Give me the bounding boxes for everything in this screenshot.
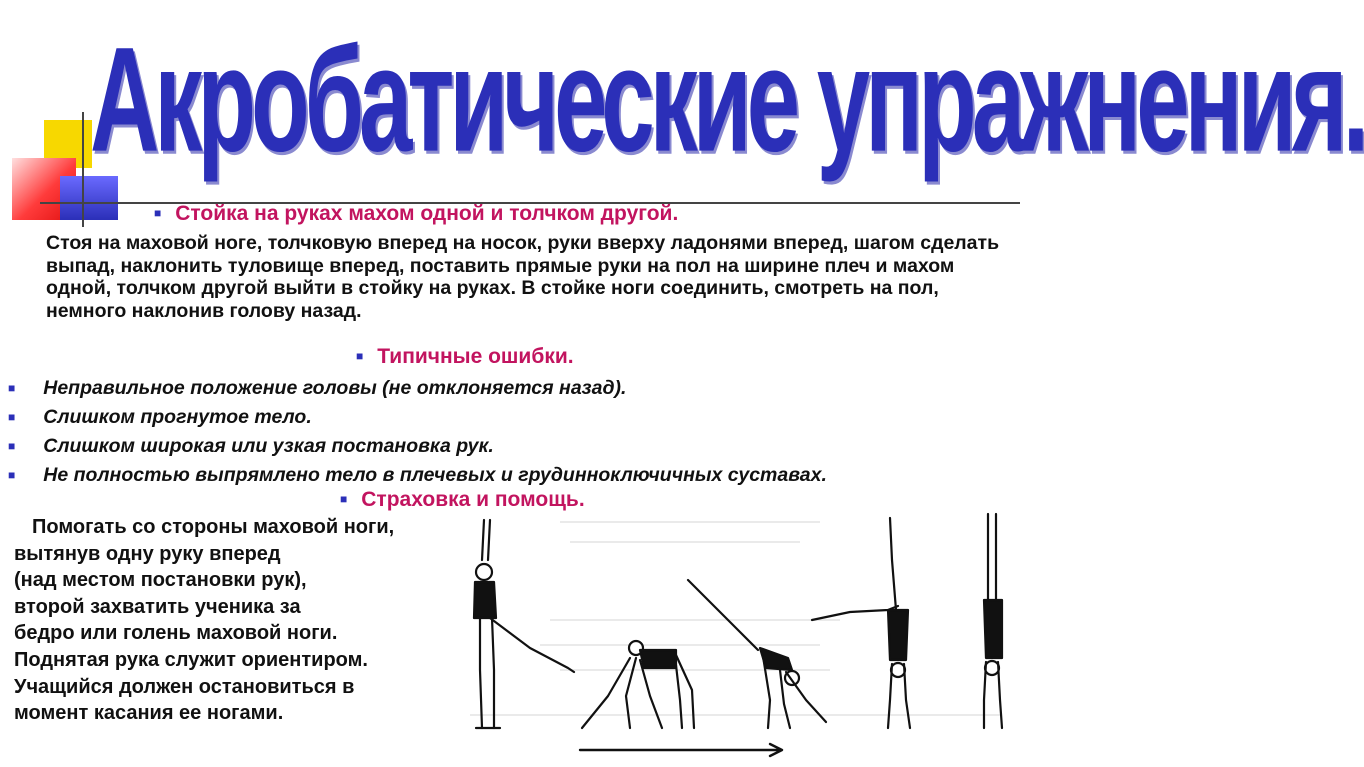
spotting-description [14, 514, 474, 727]
text-line: второй захватить ученика за [14, 595, 301, 618]
deco-vertical-line [82, 112, 84, 227]
bullet-icon: ■ [8, 439, 16, 453]
bullet-icon: ■ [356, 349, 364, 363]
list-item [8, 432, 827, 461]
list-item [8, 374, 827, 403]
list-item-text: Слишком широкая или узкая постановка рук. [43, 435, 494, 457]
technique-text: Стоя на маховой ноге, толчковую вперед на носок, руки вверху ладонями вперед, шагом сделать выпад, наклонить туловище вперед, поставить прямые руки на пол на ширине плеч и махом одной, толчком другой выйти в стойку на руках. В стойке ноги соединить, смотреть на пол, немного наклонив голову назад. [46, 232, 1000, 322]
faint-background-text [470, 522, 1000, 715]
text-line: момент касания ее ногами. [14, 702, 284, 725]
section-heading-handstand [154, 202, 678, 226]
text-line: бедро или голень маховой ноги. [14, 622, 338, 645]
bullet-icon: ■ [8, 410, 16, 424]
handstand-sequence-illustration [440, 500, 1024, 767]
text-line: Учащийся должен остановиться в [14, 675, 355, 698]
bullet-icon: ■ [8, 381, 16, 395]
motion-arrow-icon [580, 744, 782, 756]
bullet-icon: ■ [340, 492, 348, 506]
section-heading-text: Типичные ошибки. [377, 345, 574, 368]
slide-title: Акробатические упражнения. [90, 17, 1364, 184]
gymnast-figure-4 [812, 518, 910, 728]
list-item-text: Слишком прогнутое тело. [43, 406, 312, 428]
list-item-text: Не полностью выпрямлено тело в плечевых и грудинноключичных суставах. [43, 464, 827, 486]
bullet-icon: ■ [8, 468, 16, 482]
technique-description [46, 232, 1006, 322]
gymnast-figure-1 [474, 520, 574, 728]
text-line: Помогать со стороны маховой ноги, [32, 516, 395, 538]
gymnast-figure-3 [688, 580, 826, 728]
list-item-text: Неправильное положение головы (не отклоняется назад). [43, 377, 627, 399]
text-line: Поднятая рука служит ориентиром. [14, 648, 368, 671]
section-heading-errors [356, 345, 574, 369]
text-line: вытянув одну руку вперед [14, 542, 281, 565]
section-heading-text: Страховка и помощь. [361, 488, 585, 511]
text-line: (над местом постановки рук), [14, 569, 307, 592]
gymnast-figure-5 [984, 514, 1002, 728]
section-heading-text: Стойка на руках махом одной и толчком другой. [175, 202, 679, 225]
list-item [8, 403, 827, 432]
errors-list [8, 374, 827, 490]
bullet-icon: ■ [154, 206, 162, 220]
list-item [8, 461, 827, 490]
